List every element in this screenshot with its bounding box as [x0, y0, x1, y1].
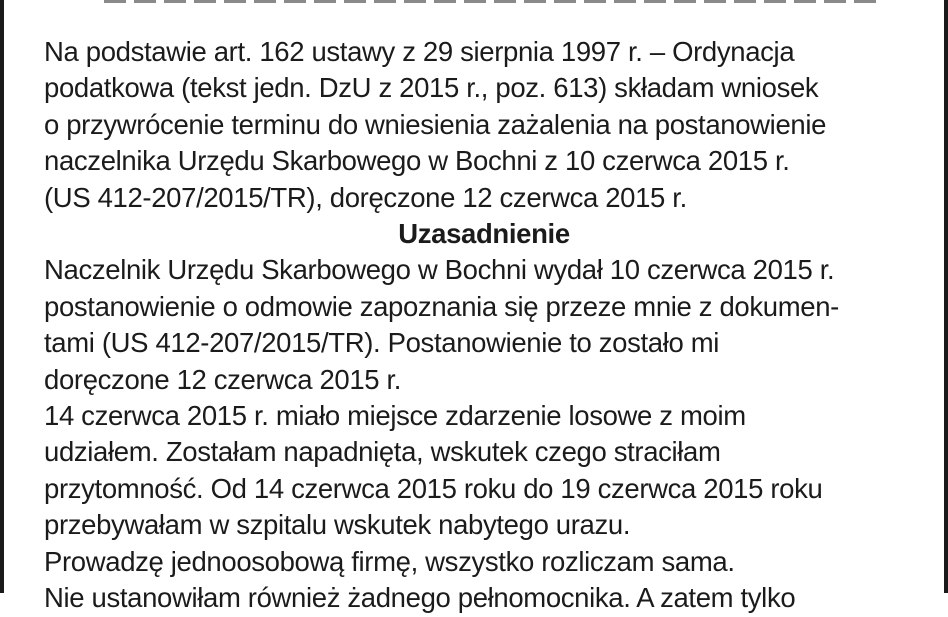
body-line: przebywałam w szpitalu wskutek nabytego urazu.: [44, 509, 631, 541]
cut-off-line: Nie ustanowiłam również żadnego pełnomocnika. A zatem tylko: [44, 582, 796, 614]
body-line: Naczelnik Urzędu Skarbowego w Bochni wydał 10 czerwca 2015 r.: [44, 254, 835, 286]
intro-line: o przywrócenie terminu do wniesienia zażalenia na postanowienie: [44, 108, 827, 140]
body-line: 14 czerwca 2015 r. miało miejsce zdarzenie losowe z moim: [44, 400, 746, 432]
intro-line: Na podstawie art. 162 ustawy z 29 sierpnia 1997 r. – Ordynacja: [44, 36, 795, 67]
body-line: udziałem. Zostałam napadnięta, wskutek czego straciłam: [44, 436, 721, 468]
intro-line: naczelnika Urzędu Skarbowego w Bochni z 10 czerwca 2015 r.: [44, 145, 790, 177]
document-body: [44, 34, 924, 617]
top-cut-off-line: [104, 0, 884, 4]
intro-line: (US 412-207/2015/TR), doręczone 12 czerwca 2015 r.: [44, 181, 687, 213]
intro-line: podatkowa (tekst jedn. DzU z 2015 r., poz. 613) składam wniosek: [44, 72, 819, 104]
body-line: przytomność. Od 14 czerwca 2015 roku do 19 czerwca 2015 roku: [44, 472, 823, 504]
body-line: Prowadzę jednoosobową firmę, wszystko rozliczam sama.: [44, 545, 735, 577]
body-line: doręczone 12 czerwca 2015 r.: [44, 363, 402, 395]
body-line: tami (US 412-207/2015/TR). Postanowienie to zostało mi: [44, 327, 720, 359]
body-line: postanowienie o odmowie zapoznania się przeze mnie z dokumen-: [44, 290, 839, 322]
section-heading: Uzasadnienie: [398, 218, 570, 250]
